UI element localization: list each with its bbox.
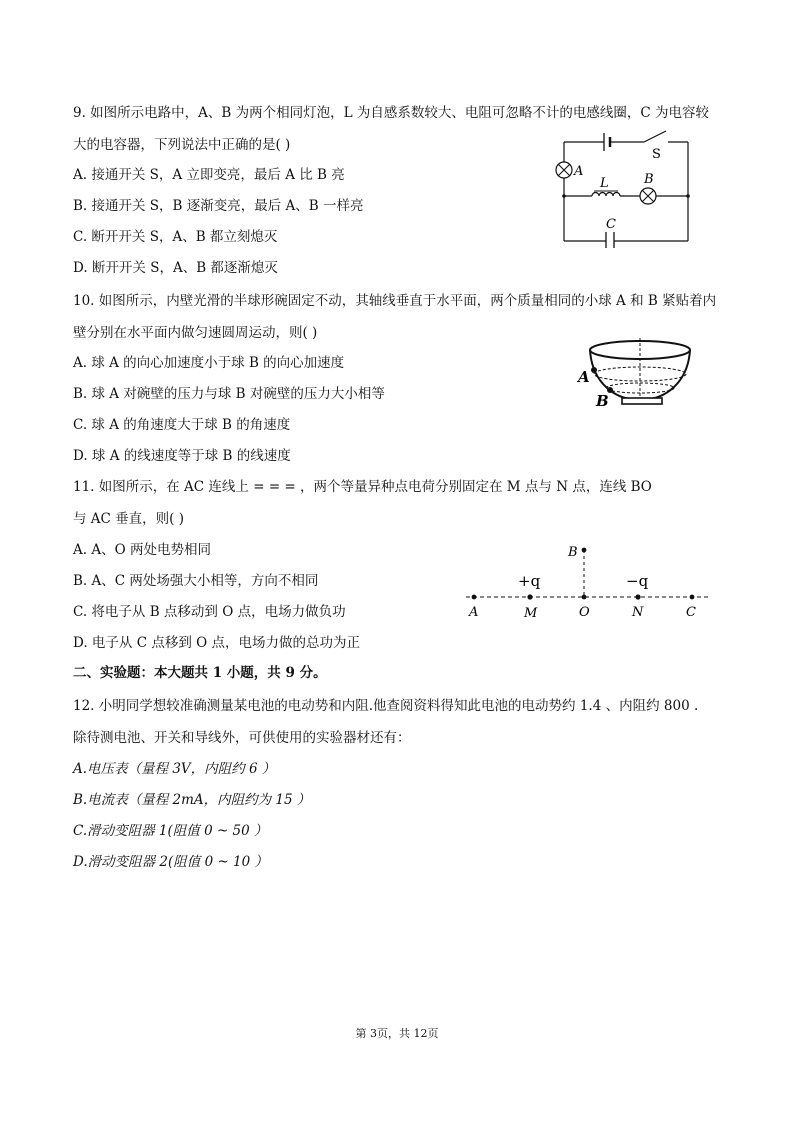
q12-item-d: D.滑动变阻器 2(阻值 0 ~ 10 ） bbox=[73, 854, 269, 870]
section-2-heading: 二、实验题：本大题共 1 小题，共 9 分。 bbox=[73, 665, 327, 681]
q9-option-a[interactable]: A. 接通开关 S，A 立即变亮，最后 A 比 B 亮 bbox=[73, 167, 345, 183]
minus-charge-label: −q bbox=[626, 572, 649, 590]
inductor-label: L bbox=[600, 176, 609, 191]
q10-bowl-diagram bbox=[574, 330, 694, 416]
q9-stem-line2: 大的电容器，下列说法中正确的是( ) bbox=[73, 137, 291, 153]
q10-stem-line1: 10. 如图所示，内壁光滑的半球形碗固定不动，其轴线垂直于水平面，两个质量相同的小球 A 和 B 紧贴着内 bbox=[73, 293, 717, 309]
capacitor-label: C bbox=[606, 217, 616, 232]
q11-option-a[interactable]: A. A、O 两处电势相同 bbox=[73, 542, 211, 558]
q9-option-c[interactable]: C. 断开开关 S，A、B 都立刻熄灭 bbox=[73, 229, 278, 245]
ball-b-label: B bbox=[596, 392, 609, 410]
q11-option-b[interactable]: B. A、C 两处场强大小相等，方向不相同 bbox=[73, 573, 319, 589]
plus-charge-label: +q bbox=[518, 572, 541, 590]
q10-option-a[interactable]: A. 球 A 的向心加速度小于球 B 的向心加速度 bbox=[73, 355, 345, 371]
q12-item-a: A.电压表（量程 3V，内阻约 6 ） bbox=[73, 761, 276, 777]
q10-option-d[interactable]: D. 球 A 的线速度等于球 B 的线速度 bbox=[73, 448, 291, 464]
point-m-label: M bbox=[524, 606, 538, 621]
lamp-b-label: B bbox=[644, 172, 654, 187]
point-c-label: C bbox=[686, 605, 696, 620]
q12-item-c: C.滑动变阻器 1(阻值 0 ~ 50 ） bbox=[73, 823, 268, 839]
q9-option-b[interactable]: B. 接通开关 S，B 逐渐变亮，最后 A、B 一样亮 bbox=[73, 198, 364, 214]
q9-option-d[interactable]: D. 断开开关 S，A、B 都逐渐熄灭 bbox=[73, 260, 278, 276]
point-a-label: A bbox=[469, 605, 479, 620]
q10-option-c[interactable]: C. 球 A 的角速度大于球 B 的角速度 bbox=[73, 417, 291, 433]
switch-label: S bbox=[652, 147, 661, 162]
point-o-label: O bbox=[579, 605, 590, 620]
point-b-label: B bbox=[568, 545, 578, 560]
q11-charge-diagram bbox=[462, 540, 712, 624]
q11-stem-line1: 11. 如图所示，在 AC 连线上 = = = ，两个等量异种点电荷分别固定在 M 点与 N 点，连线 BO bbox=[73, 479, 652, 495]
page-footer: 第 3页，共 12页 bbox=[355, 1027, 439, 1040]
lamp-a-label: A bbox=[574, 164, 584, 179]
q11-option-c[interactable]: C. 将电子从 B 点移动到 O 点，电场力做负功 bbox=[73, 604, 346, 620]
q9-circuit-diagram bbox=[548, 128, 698, 248]
q11-option-d[interactable]: D. 电子从 C 点移到 O 点，电场力做的总功为正 bbox=[73, 635, 360, 651]
q11-stem-line2: 与 AC 垂直，则( ) bbox=[73, 511, 184, 527]
ball-a-label: A bbox=[578, 368, 590, 386]
q12-stem-line2: 除待测电池、开关和导线外，可供使用的实验器材还有： bbox=[73, 730, 411, 746]
q10-option-b[interactable]: B. 球 A 对碗壁的压力与球 B 对碗壁的压力大小相等 bbox=[73, 386, 385, 402]
q9-stem-line1: 9. 如图所示电路中，A、B 为两个相同灯泡，L 为自感系数较大、电阻可忽略不计的电感线圈，C 为电容较 bbox=[73, 105, 710, 121]
q12-stem-line1: 12. 小明同学想较准确测量某电池的电动势和内阻.他查阅资料得知此电池的电动势约 1.4 、内阻约 800 . bbox=[73, 698, 699, 714]
point-n-label: N bbox=[632, 605, 644, 620]
q12-item-b: B.电流表（量程 2mA，内阻约为 15 ） bbox=[73, 792, 311, 808]
q10-stem-line2: 壁分别在水平面内做匀速圆周运动，则( ) bbox=[73, 325, 318, 341]
